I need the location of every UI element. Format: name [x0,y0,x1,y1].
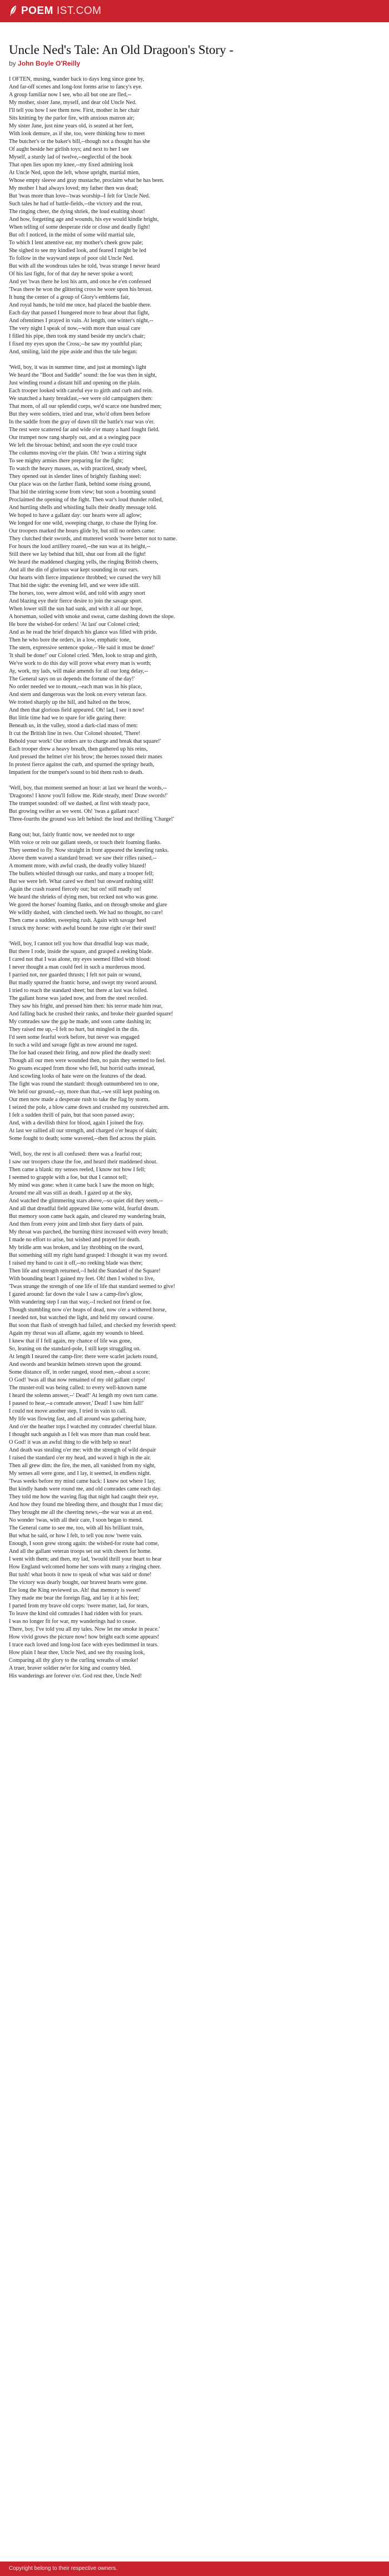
poem-line: Our place was on the farther flank, behind some rising ground, [9,481,151,487]
poem-line: When telling of some desperate ride or close and deadly fight! [9,224,151,230]
poem-line: At last we rallied all our strength, and charged o'er heaps of slain; [9,1128,158,1134]
poem-stanza [9,76,380,356]
poem-line: 'Well, boy, the rest is all confused: there was a fearful rout; [9,1151,142,1157]
poem-line: But tush! what boots it now to speak of what was said or done! [9,1572,152,1578]
poem-line: Still there we lay behind that hill, shut out from all the fight! [9,551,146,557]
poem-line: I'd seen some fearful work before, but never was engaged [9,1034,139,1040]
poem-byline [9,59,380,68]
poem-line: But little time had we to spare for idle gazing there: [9,715,126,721]
poem-line: They brought me all the cheering news,--the war was at an end. [9,1509,153,1516]
poem-line: Some distance off, in order ranged, stood men,--about a score: [9,1369,150,1375]
poem-line: With voice or rein our gallant steeds, or touch their foaming flanks. [9,840,162,846]
poem-line: The foe had ceased their firing, and now plied the deadly steel: [9,1050,152,1056]
poem-line: How vivid grows the picture now! how bright each scene appears! [9,1634,159,1640]
poem-line: I never thought a man could feel in such a murderous mood. [9,964,146,970]
poem-line: And swords and bearskin helmets strewn upon the ground. [9,1361,142,1368]
poem-line: We trotted sharply up the hill, and halted on the brow, [9,699,131,705]
site-header [0,0,389,22]
poem-line: And how, forgetting age and wounds, his eye would kindle bright, [9,216,159,223]
poem-line: They raised me up,--I felt no hurt, but mingled in the din. [9,1027,139,1033]
poem-line: I'll tell you how I see them now. First, mother in her chair [9,107,139,113]
poem-line: Comparing all thy glory to the curling wreaths of smoke! [9,1657,138,1664]
poem-line: I paused to hear,--a comrade answer,' Dead! I saw him fall!' [9,1400,144,1407]
poem-line: He bore the wished-for orders! 'At last' our Colonel cried; [9,621,140,628]
poem-line: And hurtling shells and whistling balls their deadly message told. [9,505,157,511]
poem-line: But with all the wondrous tales he told, 'twas strange I never heard [9,263,160,269]
poem-line: A group familiar now I see, who all but one are fled,-- [9,92,132,98]
poem-line: My mind was gone: when it came back I saw the moon on high; [9,1182,154,1188]
poem-line: That open lies upon my knee,--my fixed admiring look [9,162,133,168]
poem-line: And watched the glimmering stars above,--so quiet did they seem,-- [9,1198,163,1204]
poem-line: Then came a sudden, sweeping rush. Again with savage heel [9,917,146,924]
poem-line: His wanderings are forever o'er. God rest thee, Uncle Ned! [9,1673,142,1679]
poem-line: And, with a devilish thirst for blood, again I joined the fray. [9,1120,144,1126]
poem-line: And stern and dangerous was the look on every veteran face. [9,692,147,698]
poem-line: With wandering step I ran that way,--I recked not friend or foe. [9,1299,152,1305]
poem-line: The very night I speak of now,--with more than usual care [9,325,141,332]
poem-line: Each day that passed I hungered more to hear about that fight, [9,310,149,316]
poem-line: And then that glorious field appeared. Oh! lad, I see it now! [9,707,144,713]
poem-line: To which I lent attentive ear, my mother's cheek grow pale; [9,240,143,246]
poem-line: That morn, of all our splendid corps, we'd scarce one hundred men; [9,403,162,409]
poem-line: I made no effort to arise, but wished and prayed for death. [9,1237,141,1243]
poem-line: I OFTEN, musing, wander back to days long since gone by, [9,76,144,82]
poem-line: How England welcomed home her sons with many a ringing cheer. [9,1564,161,1570]
poem-line: Though all our men were wounded then, no pain they seemed to feel. [9,1058,166,1064]
poem-line: And all the din of glorious war kept sounding in our ears. [9,567,139,573]
poem-stanza [9,364,380,777]
poem-line: 'It shall be done!' our Colonel cried. 'Men, look to strap and girth, [9,653,157,659]
poem-line: And o'er the heather tops I watched my comrades' cheerful blaze. [9,1424,157,1430]
logo-brand-suffix: IST.COM [56,5,102,17]
poem-line: Above them waved a standard broad: we saw their rifles raised,-- [9,855,157,861]
poem-line: How plain I hear thee, Uncle Ned, and see thy rousing look, [9,1650,145,1656]
poem-line: The columns moving o'er the plain. Oh! 'twas a stirring sight [9,450,147,456]
poem-line: The horses, too, were almost wild, and told with angry snort [9,590,146,596]
poem-line: The victory was dearly bought, our bravest hearts were gone. [9,1580,148,1586]
poem-line: And how they found me bleeding there, and thought that I must die; [9,1502,163,1508]
by-label: by [9,60,16,67]
poem-line: My comrades saw the gap he made, and soon came dashing in; [9,1019,152,1025]
poem-stanza [9,940,380,1143]
poem-line: Sits knitting by the parlor fire, with anxious matron air; [9,115,134,121]
poem-line: A horseman, soiled with smoke and sweat, came dashing down the slope. [9,614,175,620]
poem-line: They told me how the waving flag that night had caught their eye, [9,1494,159,1500]
poem-line: I parted from my brave old corps: 'twere matter, lad, for tears, [9,1603,149,1609]
poem-line: In protest fierce against the curb, and spurned the springy heath, [9,762,154,768]
poem-line: Of his last fight, for of that day he never spoke a word; [9,271,133,277]
poem-line: We heard the shrieks of dying men, but recked not who was gone. [9,894,158,900]
poem-line: They saw his fright, and pressed him then: his terror made him rear, [9,1003,163,1009]
poem-line: My mother I had always loved; my father then was dead; [9,185,138,191]
poem-line: Ay, work, my lads, will make amends for all our long delay,-- [9,668,148,674]
copyright-text: Copyright belong to their respective owners. [9,2565,118,2572]
poem-line: O God! 'twas all that now remained of my old gallant corps! [9,1377,146,1383]
poem-line: Then life and strength returned,--I held the Standard of the Square! [9,1268,161,1274]
poem-line: I went with them; and then, my lad, 'twould thrill your heart to hear [9,1556,162,1562]
poem-line: But kindly hands were round me, and old comrades came each day. [9,1486,162,1492]
poem-line: And oftentimes I prayed in vain. At length, one winter's night,-- [9,318,153,324]
poem-line: Our trumpet now rang sharply out, and at a swinging pace [9,435,141,441]
poem-line: But oft I noticed, in the midst of some wild martial tale, [9,232,136,238]
poem-line: And yet 'twas there he lost his arm, and once he e'en confessed [9,279,151,285]
poem-line: Proclaimed the opening of the fight. Then war's loud thunder rolled, [9,497,163,503]
poem-line: We held our ground,--ay, more than that,--we still kept pushing on. [9,1089,161,1095]
poem-line: Such tales he had of battle-fields,--the victory and the rout, [9,201,143,207]
poem-line: 'Dragoons! I know you'll follow me. Ride steady, men! Draw swords!' [9,793,168,799]
poem-line: I heard the solemn answer,--' Dead!' At length my own turn came. [9,1393,158,1399]
poem-line: My throat was parched, the burning thirst increased with every breath; [9,1229,168,1235]
poem-line: I filled his pipe, then took my stand beside my uncle's chair; [9,333,146,339]
poem-line: Our troopers marked the hours glide by, but still no orders came: [9,528,156,534]
poem-line: We wildly dashed, with clenched teeth. We had no thought, no care! [9,910,163,916]
poem-line: We gored the horses' foaming flanks, and on through smoke and glare [9,902,167,908]
poem-line: I cared not that I was alone, my eyes seemed filled with blood: [9,956,151,963]
poem-line: I could not move another step, I tried in vain to call. [9,1408,127,1414]
poem-line: The General says on us depends the fortune of the day!' [9,676,135,682]
poem-line: My senses all were gone, and I lay, it seemed, in endless night. [9,1470,151,1477]
poem-line: The rest were scattered far and wide o'er many a hard fought field. [9,427,159,433]
poem-line: Each trooper looked with careful eye to girth and curb and rein. [9,388,153,394]
poem-line: I gazed around: far down the vale I saw a camp-fire's glow, [9,1291,143,1297]
poem-line: With bounding heart I gained my feet. Oh! then I wished to live, [9,1276,155,1282]
poem-line: There, boy, I've told you all my tales. Now let me smoke in peace.' [9,1626,160,1632]
poem-line: No wonder 'twas, with all their care, I soon began to mend. [9,1517,143,1523]
poem-line: Again my throat was all aflame, again my wounds to bleed. [9,1330,144,1336]
poem-line: They made me bear the foreign flag, and lay it at his feet; [9,1595,139,1601]
poem-line: To leave the kind old comrades I had ridden with for years. [9,1611,143,1617]
poem-line: And falling back he crushed their ranks, and broke their guarded square! [9,1011,173,1017]
poem-line: Some fought to death; some wavered,--then fled across the plain. [9,1136,157,1142]
poem-line: So, leaning on the standard-pole, I still kept struggling on. [9,1346,141,1352]
poem-line: In the saddle from the gray of dawn till the battle's roar was o'er. [9,419,155,425]
poem-line: To follow in the wayward steps of poor old Uncle Ned. [9,255,134,261]
poem-title: Uncle Ned's Tale: An Old Dragoon's Story - [9,43,234,57]
poem-line: Just winding round a distant hill and opening on the plain. [9,380,141,386]
poem-line: I struck my horse: with awful bound he rose right o'er their steel! [9,925,156,931]
poem-line: We hoped to have a gallant day: our hearts were all aglow; [9,512,142,519]
poem-line: The bullets whistled through our ranks, and many a trooper fell; [9,871,154,877]
poem-line: And far-off scenes and long-lost forms arise to fancy's eye. [9,84,143,90]
poem-line: We heard the "Boot and Saddle" sound: the foe was then in sight, [9,372,157,378]
poem-line: A truer, braver soldier ne'er for king and country bled. [9,1665,132,1671]
poem-line: With look demure, as if she, too, were thinking how to meet [9,131,145,137]
poem-line: Whose empty sleeve and gray mustache, proclaim what he has been. [9,177,164,184]
poem-line: And death was stealing o'er me: with the strength of wild despair [9,1447,156,1453]
poem-stanza [9,784,380,823]
poem-line: They seemed to fly. Now straight in front appeared the kneeling ranks. [9,847,169,853]
poem-line: But something still my right hand grasped: I thought it was my sword. [9,1252,168,1259]
poem-line: 'Twas there he won the glittering cross he wore upon his breast. [9,287,153,293]
poem-line: I needed not, but watched the light, and held my onward course. [9,1315,154,1321]
poem-line: The General came to see me, too, with all his brilliant train, [9,1525,144,1531]
poem-line: I seized the pole, a blow came down and crushed my outstretched arm. [9,1104,169,1111]
poem-line: But madly spurred the frantic horse, and swept my sword around. [9,980,158,986]
poem-line: She sighed to see my kindled look, and feared I might be led [9,248,146,254]
poem-line: And blazing eye their fierce desire to join the savage sport. [9,598,143,604]
poem-line: 'Twas strange the strength of one life of life that standard seemed to give! [9,1284,176,1290]
poem-line: Each trooper drew a heavy breath, then gathered up his reins, [9,746,148,752]
poem-line: We left the bivouac behind; and soon the eye could trace [9,442,137,448]
poem-line: But they were soldiers, tried and true, who'd often been before [9,411,151,417]
poem-line: And royal hands, he told me once, had placed the bauble there. [9,302,152,308]
poem-line: I seemed to grapple with a foe, but that I cannot tell; [9,1175,128,1181]
poem-line: At length I neared the camp-fire: there were scarlet jackets round, [9,1354,158,1360]
poem-line: And, smiling, laid the pipe aside and thus the tale began: [9,349,137,355]
poem-line: 'Twas weeks before my mind came back: I knew not where I lay, [9,1478,156,1484]
poem-line: Impatient for the trumpet's sound to bid them rush to death. [9,769,144,776]
feather-icon [9,5,18,17]
poem-line: But soon that flash of strength had failed, and checked my feverish speed: [9,1322,177,1329]
poem-line: To watch the heavy masses, as, with practiced, steady wheel, [9,466,147,472]
poem-line: Then he who bore the orders, in a low, emphatic tone, [9,637,131,643]
poem-stanza [9,1151,380,1680]
poem-line: A moment more, with awful crash, the deadly volley blazed! [9,863,146,869]
poem-line: We snatched a hasty breakfast,--we were old campaigners then: [9,396,153,402]
poem-line: But what he said, or how I felt, to tell you now 'twere vain. [9,1533,143,1539]
poem-line: Then came a blank: my senses reeled, I know not how I fell; [9,1167,146,1173]
poem-line: But 'twas more than love--'twas worship--I felt for Uncle Ned. [9,193,150,199]
poem-line: Around me all was still as death. I gazed up at the sky, [9,1190,132,1196]
poem-line: My life was flowing fast, and all around was gathering haze, [9,1416,146,1422]
poem-line: I trace each loved and long-lost face with eyes bedimmed in tears. [9,1642,159,1648]
poem-line: 'Well, boy, that moment seemed an hour: at last we heard the words,-- [9,785,167,791]
poem-line: I raised the standard o'er my head, and waved it high in the air. [9,1455,151,1461]
poem-stanza [9,831,380,932]
poem-line: That hid the stirring scene from view; but soon a booming sound [9,489,156,495]
poem-line: And scowling looks of hate were on the features of the dead. [9,1073,147,1079]
poem-line: Ere long the King reviewed us. Ah! that memory is sweet! [9,1587,141,1593]
poem-line: It cut the British line in two. Our Colonel shouted, 'There! [9,731,141,737]
poem-line: And as he read the brief dispatch his glance was filled with pride. [9,629,157,635]
poem-line: To see mighty armies there preparing for the fight; [9,458,123,464]
poem-line: I saw our troopers chase the foe, and heard their maddened shout. [9,1159,158,1165]
poem-line: I was no longer fit for war, my wanderings had to cease. [9,1618,137,1625]
poem-line: 'Well, boy, it was in summer time, and just at morning's light [9,364,147,371]
poem-line: 'Well, boy, I cannot tell you how that dreadful leap was made, [9,941,149,947]
poem-line: My mother, sister Jane, myself, and dear old Uncle Ned. [9,100,137,106]
poem-line: The fight was round the standard: though outnumbered ten to one, [9,1081,159,1087]
poem-line: The trumpet sounded: off we dashed, at first with steady pace, [9,801,150,807]
poem-line: The butcher's or the baker's bill,--though not a thought has she [9,139,151,145]
poem-line: We've work to do this day will prove what every man is worth; [9,660,152,667]
poem-line: No order needed we to mount,--each man was in his place, [9,684,142,690]
poem-line: I tried to reach the standard sheet; but there at last was foiled. [9,988,148,994]
poem-line: O God! it was an awful thing to die with help so near! [9,1439,132,1445]
poem-line: In such a wild and savage fight as now around me raged. [9,1042,138,1048]
poem-line: My bridle arm was broken, and lay throbbing on the sward, [9,1245,144,1251]
poem-line: No groans escaped from those who fell, but horrid oaths instead, [9,1065,156,1072]
poem-line: When lower still the sun had sunk, and with it all our hope, [9,606,143,612]
poem-line: Beneath us, in the valley, stood a dark-clad mass of men: [9,723,138,729]
poem-line: And pressed the helmet o'er his brow; the heroes tossed their manes [9,754,162,760]
poem-line: I fixed my eyes upon the Cross;--he saw my youthful plan; [9,341,142,347]
poem-line: And then from every joint and limb shot fiery darts of pain. [9,1221,144,1227]
poem-line: Our men now made a desperate rush to take the flag by storm. [9,1097,150,1103]
poem-line: And all the gallant veteran troops set out with cheers for home. [9,1548,152,1555]
poem-line: For hours the loud artillery roared,--the sun was at its height,-- [9,544,151,550]
poem-line: The stern, expressive sentence spoke,--'He said it must be done!' [9,645,155,651]
poem-line: At Uncle Ned, upon the left, whose upright, martial mien, [9,170,140,176]
poem-line: They opened out in slender lines of brightly flashing steel: [9,473,141,480]
poem-line: But there I rode, inside the square, and grasped a reeking blade. [9,949,153,955]
poem-line: My sister Jane, just nine years old, is seated at her feet, [9,123,134,129]
poem-line: I parried not, nor guarded thrusts; I felt not pain or wound, [9,972,142,978]
poem-line: Though stumbling now o'er heaps of dead, now o'er a withered horse, [9,1307,167,1313]
site-logo[interactable] [9,4,102,18]
poem-line: We longed for one wild, sweeping charge, to chase the flying foe. [9,520,158,526]
poem-line: I thought such anguish as I felt was more than man could bear. [9,1432,151,1438]
poem-line: But we were left. What cared we then! but onward rushing still! [9,879,154,885]
poem-line: The muster-roll was being called: to every well-known name [9,1385,147,1391]
poem-line: They clutched their swords, and muttered words 'twere better not to name. [9,536,177,542]
poem-line: Of aught beside her girlish toys; and next to her I see [9,146,129,152]
author-link[interactable]: John Boyle O'Reilly [18,60,81,67]
poem-line: Enough, I soon grew strong again: the wished-for route had come, [9,1541,159,1547]
poem-body [9,76,380,1688]
poem-line: That hid the sight: the evening fell, and we were idle still. [9,583,140,589]
poem-line: Our hearts with fierce impatience throbbed; we cursed the very hill [9,575,161,581]
poem-line: Rang out; but, fairly frantic now, we needed not to urge [9,832,135,838]
poem-line: It hung the center of a group of Glory's emblems fair, [9,294,130,300]
poem-line: Myself, a sturdy lad of twelve,--neglectful of the book [9,154,132,160]
poem-line: Behold your work! Our orders are to charge and break that square!' [9,738,161,744]
poem-line: But growing swifter as we went. Oh! 'twas a gallant race! [9,808,139,815]
poem-line: And all that dreadful field appeared like some wild, fearful dream. [9,1206,159,1212]
poem-line: Then all grew dim: the fire, the men, all vanished from my sight, [9,1463,156,1469]
poem-line: But memory soon came back again, and cleared my wandering brain, [9,1213,166,1220]
logo-brand: POEM [21,5,53,17]
site-footer [0,2562,389,2576]
poem-line: Three-fourths the ground was left behind: the loud and thrilling 'Charge!' [9,816,174,822]
poem-line: The gallant horse was jaded now, and from the steel recoiled. [9,995,148,1001]
poem-line: The ringing cheer, the dying shriek, the loud exulting shout! [9,209,145,215]
poem-line: We heard the maddened charging yells, the ringing British cheers, [9,559,158,565]
poem-line: Again the crash roared fiercely out; but on! still madly on! [9,886,142,892]
poem-line: I knew that if I fell again, my chance of life was gone, [9,1338,132,1344]
poem-line: I felt a sudden thrill of pain, but that soon passed away; [9,1112,134,1118]
poem-line: I raised my hand to cast it off,--no reeking blade was there; [9,1260,143,1266]
